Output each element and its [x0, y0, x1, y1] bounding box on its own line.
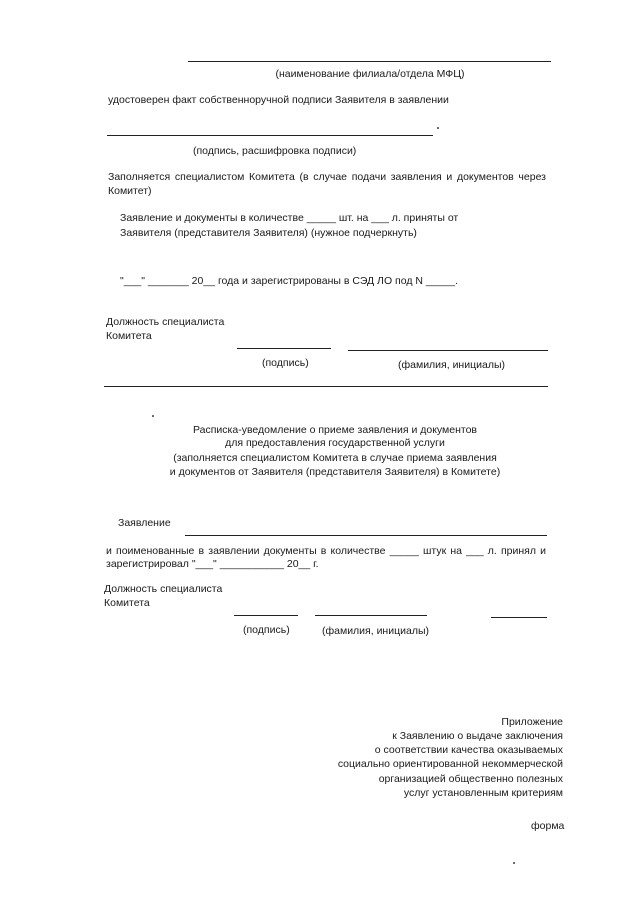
scan-speck [152, 415, 154, 417]
receipt-name-initials-caption: (фамилия, инициалы) [322, 625, 429, 637]
receipt-registered-line: зарегистрировал "___" ___________ 20__ г. [106, 558, 319, 570]
receipt-extra-line [491, 617, 547, 618]
receipt-specialist-position-label: Должность специалиста [104, 583, 223, 595]
name-initials-caption: (фамилия, инициалы) [398, 359, 505, 371]
specialist-name-line [348, 350, 548, 351]
signature-line [107, 135, 433, 136]
form-label: форма [531, 820, 565, 832]
signature-caption: (подпись) [262, 357, 309, 369]
committee-fill-note-line1: Заполняется специалистом Комитета (в случае подачи заявления и документов через [108, 171, 546, 183]
certified-signature-text: удостоверен факт собственноручной подписи Заявителя в заявлении [108, 94, 449, 106]
appendix-line: о соответствии качества оказываемых [374, 744, 563, 757]
appendix-line: социально ориентированной некоммерческой [337, 758, 563, 771]
receipt-documents-line1: и поименованные в заявлении документы в количестве _____ штук на ___ л. принял и [106, 545, 546, 557]
applicant-representative-text: Заявителя (представителя Заявителя) (нужное подчеркнуть) [120, 227, 417, 239]
receipt-documents-text [106, 545, 546, 558]
specialist-position-label: Должность специалиста [106, 316, 225, 328]
statement-label: Заявление [118, 517, 171, 529]
receipt-name-line [315, 615, 427, 616]
registration-date-line: "___" _______ 20__ года и зарегистрированы в СЭД ЛО под N _____. [120, 275, 458, 287]
committee-fill-note [108, 171, 546, 184]
committee-label: Комитета [106, 330, 152, 342]
scan-speck [437, 127, 439, 129]
receipt-title: Расписка-уведомление о приеме заявления и документов [192, 424, 478, 436]
receipt-fill-note-line1: (заполняется специалистом Комитета в случае приема заявления [173, 452, 497, 464]
section-divider [104, 386, 548, 387]
receipt-subtitle: для предоставления государственной услуги [225, 437, 445, 449]
signature-decryption-caption: (подпись, расшифровка подписи) [193, 145, 357, 157]
branch-name-caption: (наименование филиала/отдела МФЦ) [275, 68, 465, 80]
appendix-line: к Заявлению о выдаче заключения [392, 730, 563, 743]
specialist-signature-line [237, 348, 331, 349]
receipt-committee-label: Комитета [104, 597, 150, 609]
appendix-heading [300, 716, 563, 800]
appendix-line: организацией общественно полезных [378, 772, 563, 785]
receipt-signature-caption: (подпись) [243, 624, 290, 636]
statement-line [185, 535, 547, 536]
scan-speck [513, 862, 515, 864]
receipt-fill-note-line2: и документов от Заявителя (представителя Заявителя) в Комитете) [169, 466, 501, 478]
committee-fill-note-line2: Комитет) [108, 185, 152, 197]
branch-name-line [188, 61, 551, 62]
receipt-signature-line [234, 615, 298, 616]
appendix-line: услуг установленным критериям [403, 786, 563, 799]
documents-received-text: Заявление и документы в количестве _____ шт. на ___ л. приняты от [120, 212, 459, 224]
appendix-line: Приложение [501, 716, 563, 728]
